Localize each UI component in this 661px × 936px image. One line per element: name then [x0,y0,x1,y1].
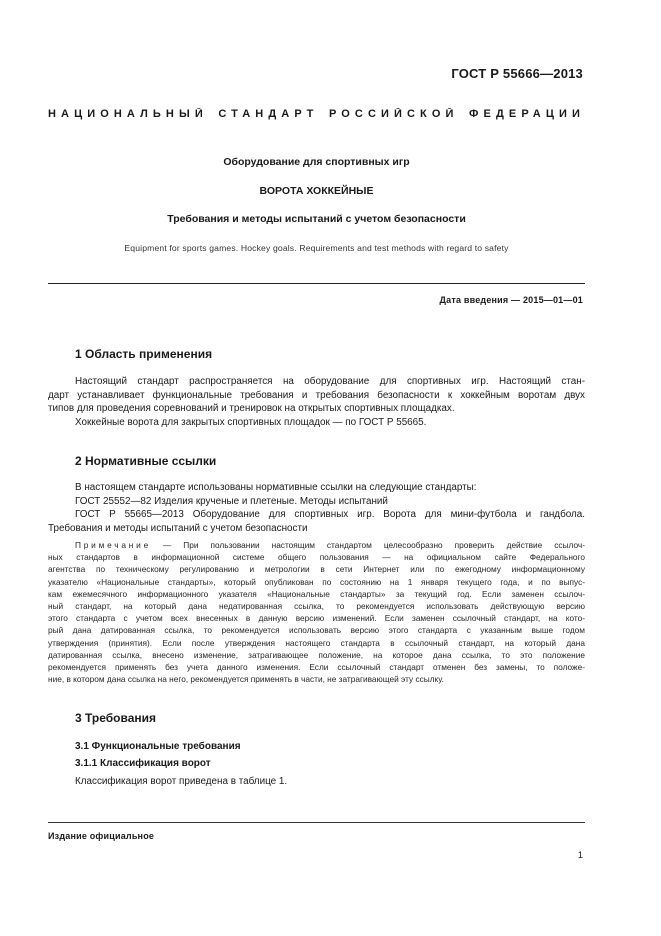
note-line-10: датированная ссылка, внесено изменение, затрагивающее положение, на которое дана ссылка, то это положение [48,649,585,660]
page-number: 1 [577,850,583,861]
section-1-line-3: типов для проведения соревнований и тренировок на открытых спортивных площадках. [48,403,455,414]
note-line-12: ние, в котором дана ссылка на него, рекомендуется применять в части, не затрагивающей эту ссылку. [48,674,444,685]
section-2-body [48,481,585,535]
note-line-5: кам ежемесячного информационного указателя «Национальные стандарты» за текущий год. Если заменен ссылоч- [48,588,585,599]
section-1-heading: 1 Область применения [75,347,213,361]
national-standard-banner: НАЦИОНАЛЬНЫЙ СТАНДАРТ РОССИЙСКОЙ ФЕДЕРАЦИИ [48,108,585,120]
title-line-1: Оборудование для спортивных игр [223,156,410,168]
note-line-4: указателю «Национальные стандарты», который опубликован по состоянию на 1 января текущего года, и по выпус- [48,576,585,587]
subsection-3-1-heading: 3.1 Функциональные требования [75,741,241,752]
reference-2-line-2: Требования и методы испытаний с учетом безопасности [48,522,308,534]
title-english: Equipment for sports games. Hockey goals. Requirements and test methods with regard to safety [124,243,509,253]
section-1-line-2: дарт устанавливает функциональные требования и требования безопасности к хоккейным воротам двух [48,389,585,401]
title-line-2: ВОРОТА ХОККЕЙНЫЕ [259,185,374,197]
footer-divider [48,822,585,823]
section-3-body: Классификация ворот приведена в таблице 1. [75,776,288,787]
document-code: ГОСТ Р 55666—2013 [451,66,583,81]
reference-2-line-1: ГОСТ Р 55665—2013 Оборудование для спортивных игр. Ворота для мини-футбола и гандбола. [75,509,585,520]
section-2-note [48,539,585,685]
note-line-6: ный стандарт, на который дана недатированная ссылка, то рекомендуется использовать действующую версию [48,601,585,612]
top-divider [48,283,585,284]
note-line-9: утверждения (принятия). Если после утверждения настоящего стандарта в ссылочный стандарт, на который дана [48,637,585,648]
note-line-8: рый дана датированная ссылка, то рекомендуется использовать версию этого стандарта с указанным выше годом [48,625,585,636]
subsection-3-1-1-heading: 3.1.1 Классификация ворот [75,758,211,769]
note-line-3: агентства по техническому регулированию и метрологии в сети Интернет или по ежегодному информационному [48,564,585,575]
note-line-11: рекомендуется применять без учета данного изменения. Если ссылочный стандарт отменен без замены, то положе- [48,662,585,673]
title-line-3: Требования и методы испытаний с учетом безопасности [167,213,466,225]
note-line-1: Примечание — При пользовании настоящим стандартом целесообразно проверить действие ссылоч- [75,540,585,550]
reference-1: ГОСТ 25552—82 Изделия крученые и плетеные. Методы испытаний [75,495,388,507]
section-3-heading: 3 Требования [75,711,156,725]
introduction-date: Дата введения — 2015—01—01 [439,295,583,305]
edition-label: Издание официальное [48,831,155,841]
section-2-intro: В настоящем стандарте использованы нормативные ссылки на следующие стандарты: [75,482,477,493]
note-label: Примечание [75,540,152,550]
section-2-heading: 2 Нормативные ссылки [75,454,217,468]
note-line-7: этого стандарта с учетом всех внесенных в данную версию изменений. Если заменен ссылочный стандарт, на кото- [48,613,585,624]
section-1-para-2: Хоккейные ворота для закрытых спортивных площадок — по ГОСТ Р 55665. [75,416,427,428]
note-line-2: ных стандартов в информационной системе общего пользования — на официальном сайте Федерального [48,552,585,563]
section-1-body [48,375,585,429]
section-1-line-1: Настоящий стандарт распространяется на оборудование для спортивных игр. Настоящий стан- [75,376,585,387]
